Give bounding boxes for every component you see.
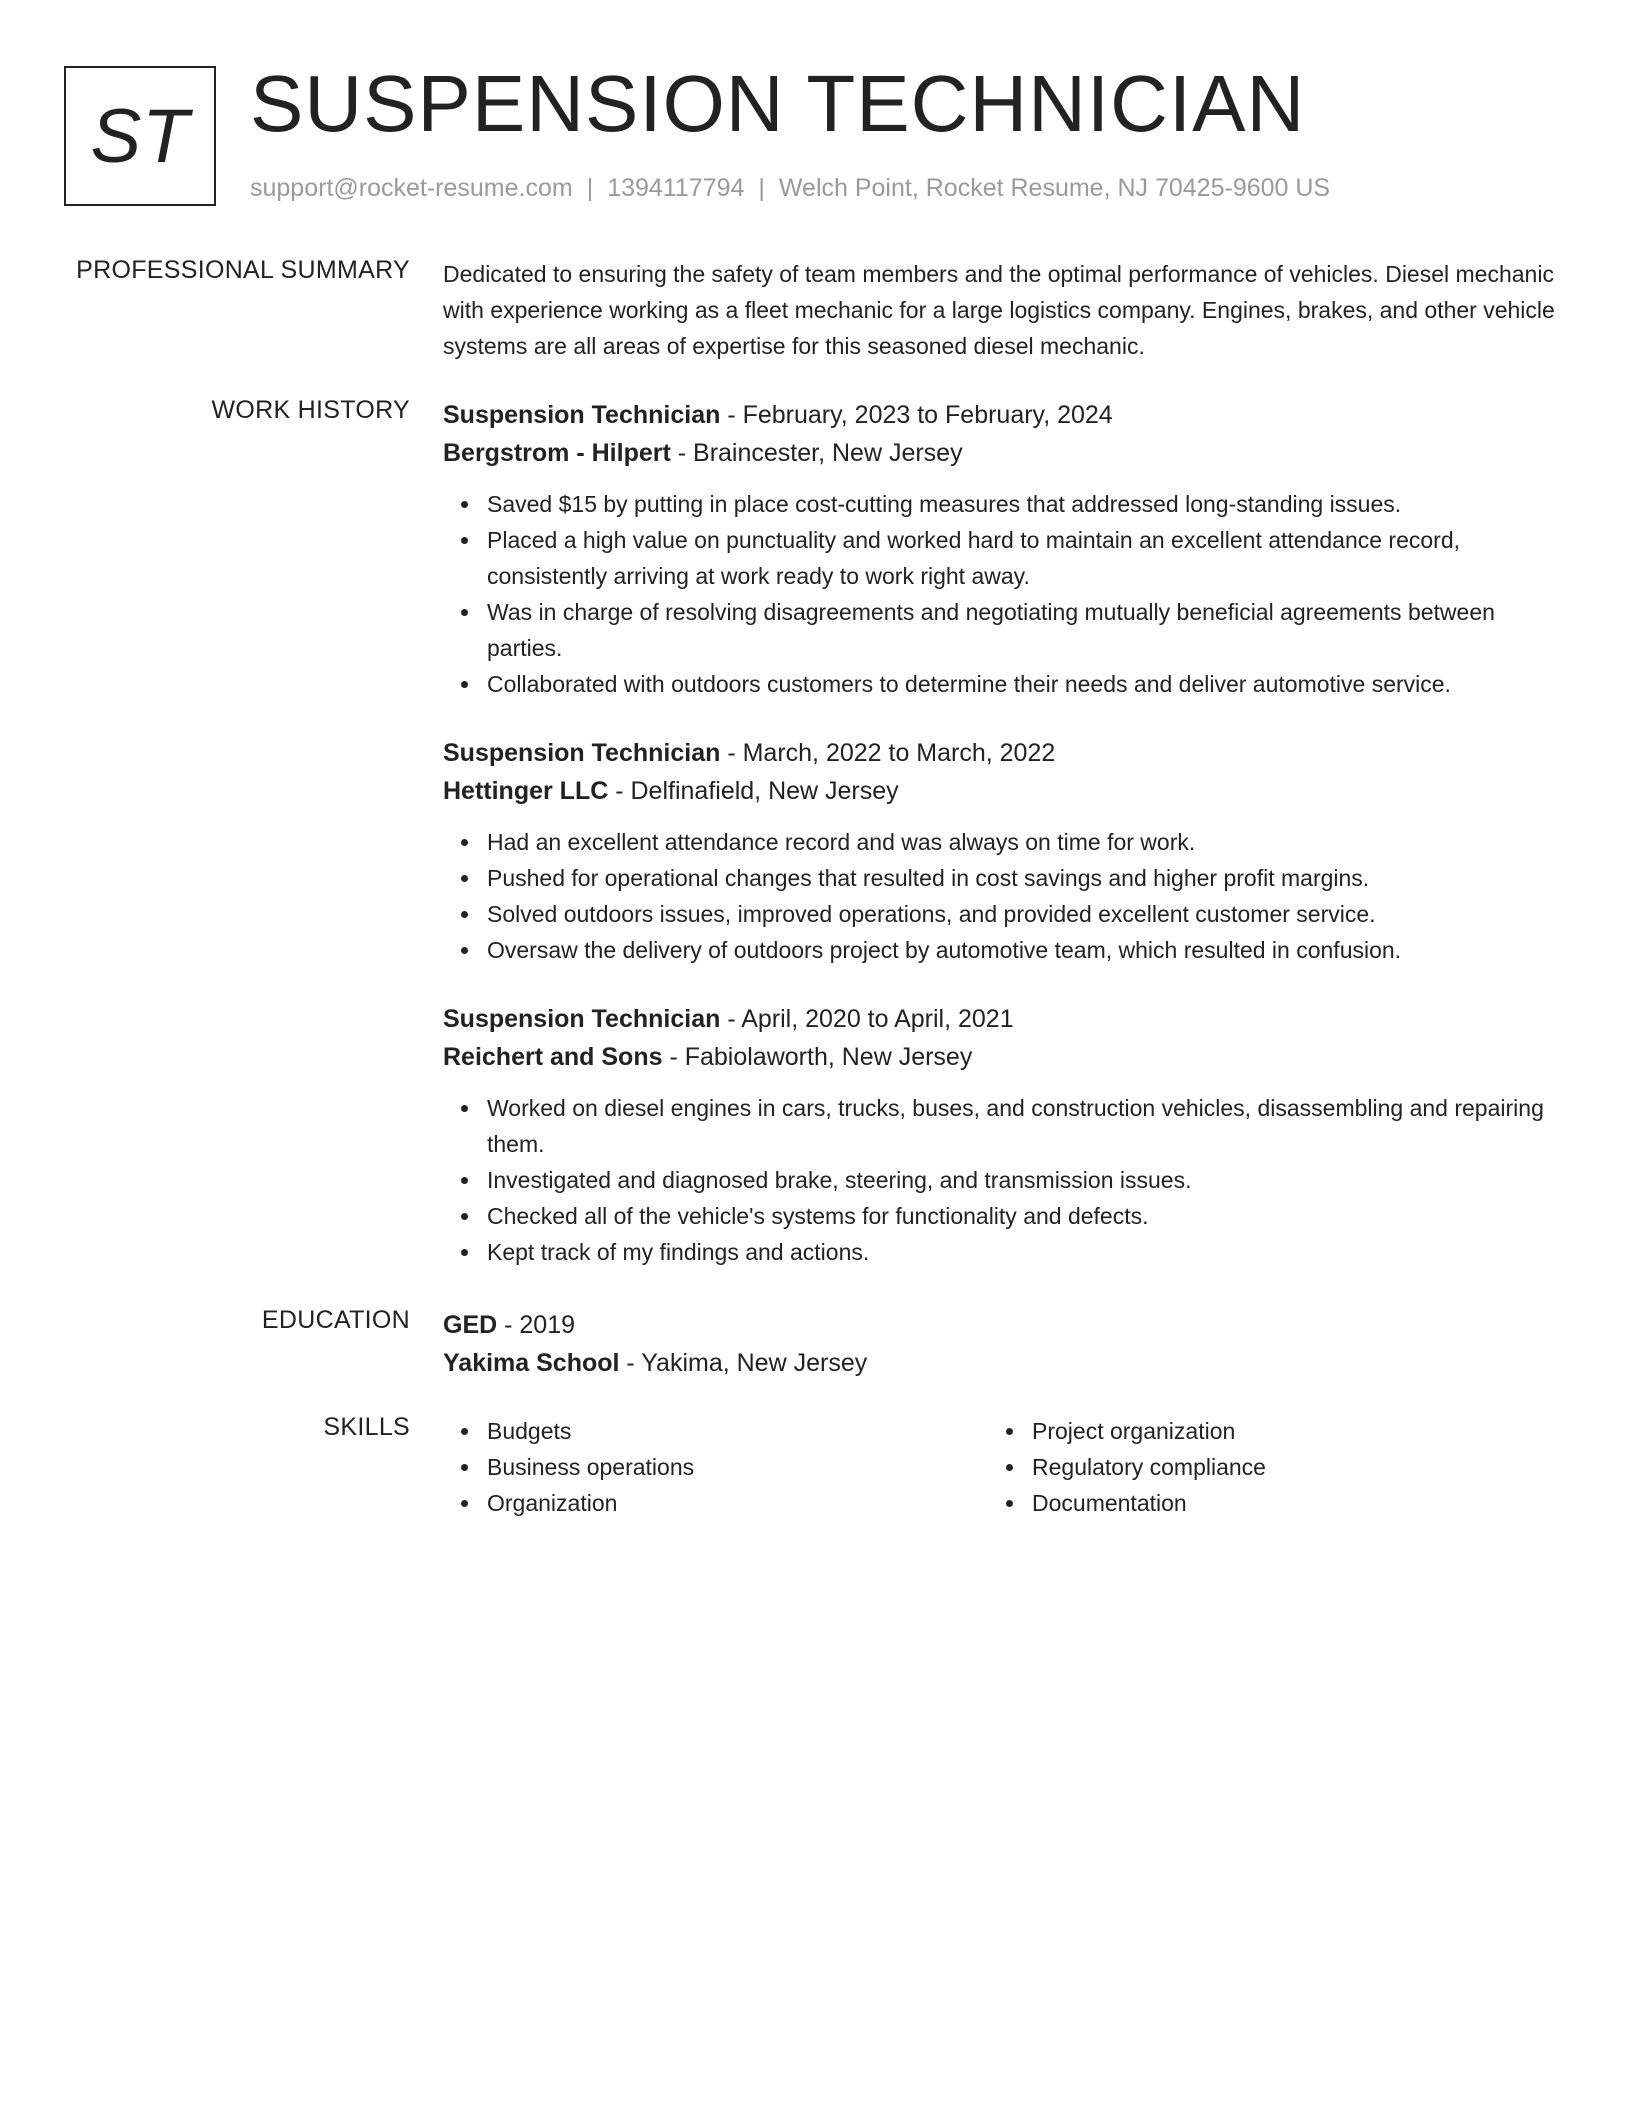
education-entry [443,1306,1563,1382]
skill-item: Regulatory compliance [1032,1449,1533,1485]
skills-label: SKILLS [323,1413,410,1441]
contact-address: Welch Point, Rocket Resume, NJ 70425-9600 US [778,174,1331,202]
job-title: Suspension Technician [443,739,721,767]
job-title: Suspension Technician [443,401,721,429]
contact-phone: 1394117794 [607,174,745,202]
education-location: - Yakima, New Jersey [619,1349,868,1377]
job-company-line [443,1038,1563,1076]
skills-list [443,1413,1563,1521]
contact-line [250,174,1330,203]
education-degree: GED [443,1311,498,1339]
skill-item: Organization [487,1485,988,1521]
skills-bullets [443,1413,988,1521]
skill-item: Project organization [1032,1413,1533,1449]
skills-column-right [988,1413,1533,1521]
work-history-label: WORK HISTORY [211,396,410,424]
job-company: Hettinger LLC [443,777,609,805]
resume-name: SUSPENSION TECHNICIAN [250,59,1306,148]
job-company-line [443,434,1563,472]
job-title-line [443,1000,1563,1038]
job-title: Suspension Technician [443,1005,721,1033]
job-entry [443,734,1563,968]
summary-label: PROFESSIONAL SUMMARY [76,256,410,284]
contact-separator: | [586,174,594,202]
skills-column-left [443,1413,988,1521]
work-history-list [443,396,1563,1302]
monogram-box [64,66,216,206]
education-school: Yakima School [443,1349,620,1377]
job-bullet: Oversaw the delivery of outdoors project by automotive team, which resulted in confusion. [487,932,1563,968]
job-bullet: Was in charge of resolving disagreements and negotiating mutually beneficial agreements between parties. [487,594,1563,666]
contact-email: support@rocket-resume.com [250,174,573,202]
job-dates: - March, 2022 to March, 2022 [720,739,1056,767]
job-location: - Delfinafield, New Jersey [608,777,899,805]
job-bullet: Collaborated with outdoors customers to determine their needs and deliver automotive service. [487,666,1563,702]
contact-separator: | [758,174,765,202]
job-bullet: Pushed for operational changes that resulted in cost savings and higher profit margins. [487,860,1563,896]
job-bullet: Worked on diesel engines in cars, trucks, buses, and construction vehicles, disassembling and repairing them. [487,1090,1563,1162]
skill-item: Budgets [487,1413,988,1449]
education-school-line [443,1344,1563,1382]
job-company: Bergstrom - Hilpert [443,439,671,467]
skill-item: Business operations [487,1449,988,1485]
skills-bullets [988,1413,1533,1521]
job-bullet: Saved $15 by putting in place cost-cutting measures that addressed long-standing issues. [487,486,1563,522]
job-dates: - April, 2020 to April, 2021 [720,1005,1014,1033]
job-bullets [443,824,1563,968]
education-degree-line [443,1306,1563,1344]
job-bullet: Investigated and diagnosed brake, steering, and transmission issues. [487,1162,1563,1198]
job-bullet: Solved outdoors issues, improved operations, and provided excellent customer service. [487,896,1563,932]
job-location: - Fabiolaworth, New Jersey [662,1043,973,1071]
skill-item: Documentation [1032,1485,1533,1521]
monogram-initials: ST [90,93,190,179]
job-dates: - February, 2023 to February, 2024 [720,401,1113,429]
job-entry [443,1000,1563,1270]
job-company-line [443,772,1563,810]
job-location: - Braincester, New Jersey [670,439,963,467]
job-title-line [443,396,1563,434]
job-title-line [443,734,1563,772]
job-bullets [443,486,1563,702]
job-bullet: Placed a high value on punctuality and worked hard to maintain an excellent attendance record, consistently arriving at work ready to work right away. [487,522,1563,594]
resume-header [64,59,1584,210]
education-year: - 2019 [497,1311,576,1339]
job-bullets [443,1090,1563,1270]
job-entry [443,396,1563,702]
job-bullet: Kept track of my findings and actions. [487,1234,1563,1270]
job-company: Reichert and Sons [443,1043,663,1071]
summary-text: Dedicated to ensuring the safety of team members and the optimal performance of vehicles. Diesel mechanic with experience working as a fleet mechanic for a large logistics company. Engines, brakes, and other vehicle systems are all areas of expertise for this seasoned diesel mechanic. [443,261,1555,359]
job-bullet: Had an excellent attendance record and was always on time for work. [487,824,1563,860]
education-label: EDUCATION [261,1306,410,1334]
job-bullet: Checked all of the vehicle's systems for functionality and defects. [487,1198,1563,1234]
